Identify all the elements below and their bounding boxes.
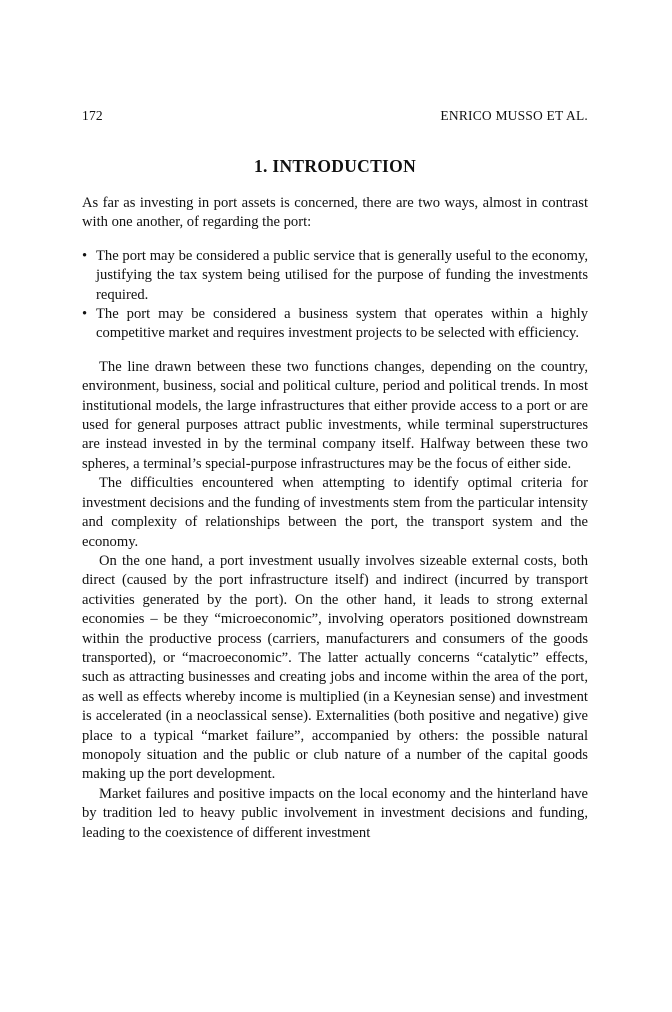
page-number: 172 [82, 108, 103, 123]
bullet-text: The port may be considered a business system that operates within a highly competitive market and requires investment projects to be selected with efficiency. [96, 306, 588, 342]
section-title: 1. INTRODUCTION [253, 156, 417, 176]
bullet-item [82, 305, 588, 344]
bullet-item [82, 247, 588, 305]
running-header [82, 108, 588, 130]
body-paragraph: The line drawn between these two functions changes, depending on the country, environment, business, social and political culture, period and political trends. In most institutional models, the large infrastructures that either provide access to a port or are used for general purposes attract public investments, while terminal superstructures are instead invested in by the terminal company itself. Halfway between these two spheres, a terminal’s special-purpose infrastructures may be the focus of either side. [82, 358, 588, 472]
intro-paragraph: As far as investing in port assets is concerned, there are two ways, almost in contrast with one another, of regarding the port: [82, 195, 588, 231]
body-paragraph: On the one hand, a port investment usually involves sizeable external costs, both direct (caused by the port infrastructure itself) and indirect (incurred by transport activities generated by the port). On the other hand, it leads to strong external economies – be they “microeconomic”, involving operators positioned downstream within the productive process (carriers, manufacturers and consumers of the goods transported), or “macroeconomic”. The latter actually concerns “catalytic” effects, such as attracting businesses and creating jobs and income within the area of the port, as well as effects whereby income is multiplied (in a Keynesian sense) and investment is accelerated (in a neoclassical sense). Externalities (both positive and negative) give place to a typical “market failure”, accompanied by others: the possible natural monopoly situation and the public or club nature of a number of the capital goods making up the port development. [82, 552, 588, 783]
bullet-icon: • [82, 306, 88, 323]
body-paragraph: The difficulties encountered when attempting to identify optimal criteria for investment decisions and the funding of investments stem from the particular intensity and complexity of relationships between the port, the transport system and the economy. [82, 475, 588, 550]
bullet-icon: • [82, 247, 88, 264]
page [82, 108, 588, 843]
running-title: ENRICO MUSSO ET AL. [440, 108, 588, 123]
bullet-text: The port may be considered a public service that is generally useful to the economy, justifying the tax system being utilised for the purpose of funding the investments required. [96, 247, 588, 303]
bullet-list [82, 247, 588, 344]
body-paragraph: Market failures and positive impacts on the local economy and the hinterland have by tradition led to heavy public involvement in investment decisions and funding, leading to the coexistence of different investment [82, 785, 588, 841]
